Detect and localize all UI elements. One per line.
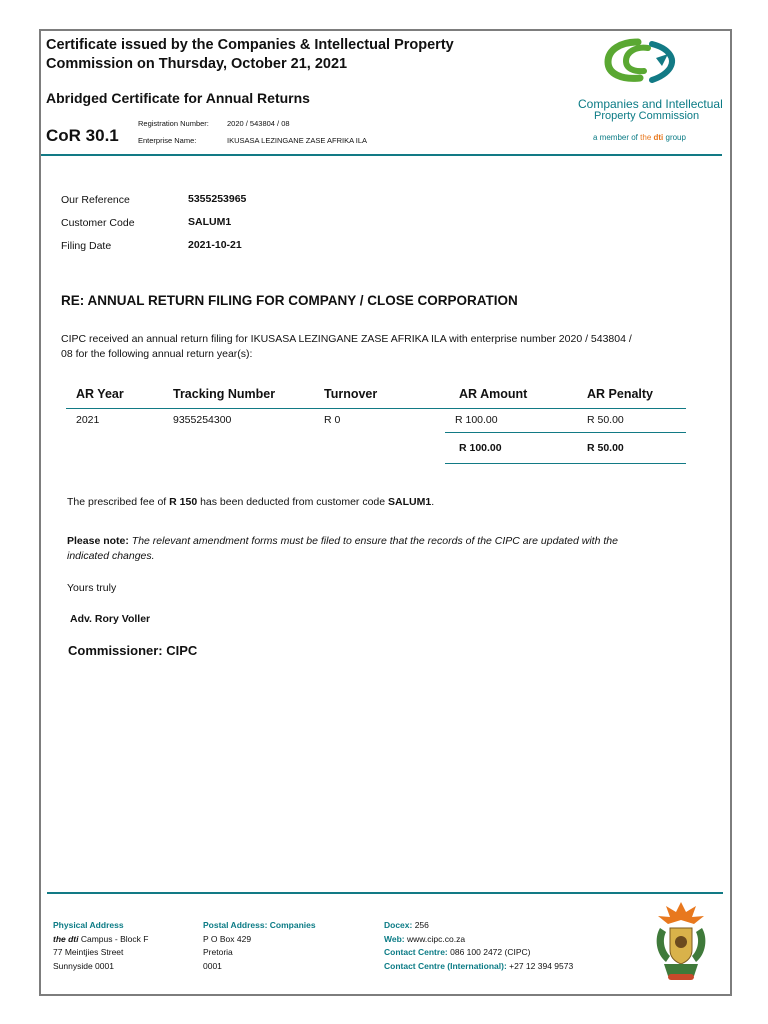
intro-line1: CIPC received an annual return filing for IKUSASA LEZINGANE ZASE AFRIKA ILA with enterprise number 2020 / 543804 / [61,333,632,345]
note-line1: Please note: The relevant amendment forms must be filed to ensure that the records of the CIPC are updated with the [67,535,618,547]
footer-divider [47,892,723,894]
certificate-frame [39,29,732,996]
table-total-rule-bottom [445,463,686,464]
note-line2: indicated changes. [67,550,155,562]
total-ar-penalty: R 50.00 [587,442,624,454]
contact-details [384,919,573,973]
physical-address-label: Physical Address [53,920,124,930]
header-divider [41,154,722,156]
header-ar-penalty: AR Penalty [587,387,653,401]
customer-code-value: SALUM1 [188,216,232,228]
postal-address-label: Postal Address: Companies [203,920,316,930]
postal-city: Pretoria [203,947,233,957]
cell-ar-amount: R 100.00 [455,414,498,426]
physical-campus: the dti Campus - Block F [53,933,149,944]
header-turnover: Turnover [324,387,378,401]
cell-turnover: R 0 [324,414,341,426]
intro-line2: 08 for the following annual return year(s): [61,348,253,360]
reference-label: Our Reference [61,194,130,206]
web-line[interactable]: Web: www.cipc.co.za [384,933,466,944]
coat-of-arms-icon [650,898,712,984]
reference-value: 5355253965 [188,193,247,205]
fee-statement: The prescribed fee of R 150 has been deducted from customer code SALUM1. [67,496,435,508]
enterprise-value: IKUSASA LEZINGANE ZASE AFRIKA ILA [227,136,368,145]
signatory-title: Commissioner: CIPC [68,643,198,658]
registration-value: 2020 / 543804 / 08 [227,119,290,128]
physical-suburb: Sunnyside 0001 [53,960,114,971]
docex-line: Docex: 256 [384,920,429,930]
table-total-rule-top [445,432,686,433]
table-header-rule [66,408,686,409]
certificate-subtitle: Abridged Certificate for Annual Returns [46,90,310,106]
header-tracking-number: Tracking Number [173,387,276,401]
header-ar-year: AR Year [76,387,124,401]
total-ar-amount: R 100.00 [459,442,502,454]
logo-member-line: a member of the dti group [593,133,686,142]
filing-date-label: Filing Date [61,240,112,252]
postal-box: P O Box 429 [203,933,252,944]
filing-date-value: 2021-10-21 [188,239,242,251]
form-code: CoR 30.1 [46,126,119,145]
cell-ar-penalty: R 50.00 [587,414,624,426]
header-ar-amount: AR Amount [459,387,528,401]
contact-international-line: Contact Centre (International): +27 12 394 9573 [384,960,574,971]
signatory-name: Adv. Rory Voller [70,613,151,625]
customer-code-label: Customer Code [61,217,135,229]
registration-label: Registration Number: [138,119,209,128]
postal-address [203,919,316,973]
contact-centre-line: Contact Centre: 086 100 2472 (CIPC) [384,947,531,957]
logo-line1: Companies and Intellectual [578,97,723,111]
certificate-title-line1: Certificate issued by the Companies & Intellectual Property [46,37,454,53]
cell-ar-year: 2021 [76,414,100,426]
enterprise-label: Enterprise Name: [138,136,197,145]
logo-line2: Property Commission [594,110,700,122]
cell-tracking-number: 9355254300 [173,414,232,426]
letter-heading: RE: ANNUAL RETURN FILING FOR COMPANY / CLOSE CORPORATION [61,293,518,308]
postal-code: 0001 [203,960,222,971]
cipc-logo-icon [600,34,690,86]
closing: Yours truly [67,582,117,594]
certificate-title-line2: Commission on Thursday, October 21, 2021 [46,56,348,72]
physical-street: 77 Meintjies Street [53,947,124,957]
physical-address [53,919,148,973]
